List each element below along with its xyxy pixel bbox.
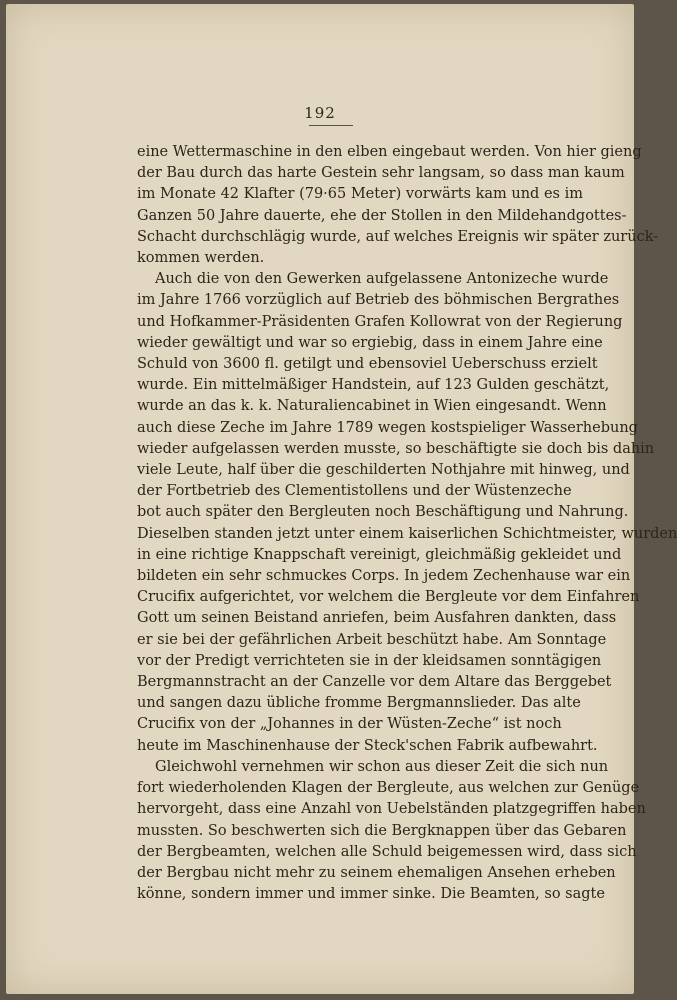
text-line: viele Leute, half über die geschilderten Nothjahre mit hinweg, und <box>137 462 630 479</box>
text-line: heute im Maschinenhause der Steck'schen Fabrik aufbewahrt. <box>137 737 598 754</box>
text-line: im Monate 42 Klafter (79·65 Meter) vorwärts kam und es im <box>137 186 583 203</box>
text-line: im Jahre 1766 vorzüglich auf Betrieb des böhmischen Bergrathes <box>137 292 620 309</box>
text-line: fort wiederholenden Klagen der Bergleute, aus welchen zur Genüge <box>137 780 640 797</box>
text-line: Gleichwohl vernehmen wir schon aus dieser Zeit die sich nun <box>155 758 609 775</box>
text-line: er sie bei der gefährlichen Arbeit beschützt habe. Am Sonntage <box>137 631 607 648</box>
text-line: Bergmannstracht an der Canzelle vor dem Altare das Berggebet <box>137 674 612 691</box>
text-line: bildeten ein sehr schmuckes Corps. In jedem Zechenhause war ein <box>137 568 631 585</box>
text-line: wieder aufgelassen werden musste, so beschäftigte sie doch bis dahin <box>137 440 655 457</box>
text-line: kommen werden. <box>137 250 265 267</box>
body-text <box>137 142 677 905</box>
text-line: eine Wettermaschine in den elben eingebaut werden. Von hier gieng <box>137 144 642 160</box>
text-line: wieder gewältigt und war so ergiebig, dass in einem Jahre eine <box>137 334 603 351</box>
text-line: der Fortbetrieb des Clementistollens und der Wüstenzeche <box>137 483 572 500</box>
text-line: vor der Predigt verrichteten sie in der kleidsamen sonntägigen <box>137 652 602 669</box>
text-line: der Bergbeamten, welchen alle Schuld beigemessen wird, dass sich <box>137 843 637 860</box>
page-number-rule <box>309 125 353 126</box>
text-line: Schuld von 3600 fl. getilgt und ebensoviel Ueberschuss erzielt <box>137 356 598 373</box>
text-line: auch diese Zeche im Jahre 1789 wegen kostspieliger Wasserhebung <box>137 419 638 436</box>
text-line: der Bergbau nicht mehr zu seinem ehemaligen Ansehen erheben <box>137 864 616 881</box>
text-line: der Bau durch das harte Gestein sehr langsam, so dass man kaum <box>137 165 625 182</box>
book-page <box>6 4 677 994</box>
text-line: bot auch später den Bergleuten noch Beschäftigung und Nahrung. <box>137 504 629 521</box>
text-line: Gott um seinen Beistand anriefen, beim Ausfahren dankten, dass <box>137 610 617 627</box>
text-line: und Hofkammer-Präsidenten Grafen Kollowrat von der Regierung <box>137 313 623 330</box>
text-line: könne, sondern immer und immer sinke. Die Beamten, so sagte <box>137 886 605 903</box>
text-line: Schacht durchschlägig wurde, auf welches Ereignis wir später zurück- <box>137 228 659 245</box>
text-line: mussten. So beschwerten sich die Bergknappen über das Gebaren <box>137 822 627 839</box>
text-line: und sangen dazu übliche fromme Bergmannslieder. Das alte <box>137 695 581 712</box>
text-line: hervorgeht, dass eine Anzahl von Uebelständen platzgegriffen haben <box>137 801 646 818</box>
text-line: in eine richtige Knappschaft vereinigt, gleichmäßig gekleidet und <box>137 546 622 563</box>
text-line: Ganzen 50 Jahre dauerte, ehe der Stollen in den Mildehandgottes- <box>137 207 627 224</box>
text-line: Dieselben standen jetzt unter einem kaiserlichen Schichtmeister, wurden <box>137 525 677 542</box>
text-line: wurde an das k. k. Naturaliencabinet in Wien eingesandt. Wenn <box>137 398 607 415</box>
text-line: wurde. Ein mittelmäßiger Handstein, auf 123 Gulden geschätzt, <box>137 377 610 394</box>
text-line: Auch die von den Gewerken aufgelassene Antonizeche wurde <box>155 271 609 288</box>
text-line: Crucifix aufgerichtet, vor welchem die Bergleute vor dem Einfahren <box>137 589 640 606</box>
page-number: 192 <box>304 104 336 122</box>
text-line: Crucifix von der „Johannes in der Wüsten-Zeche“ ist noch <box>137 716 562 733</box>
